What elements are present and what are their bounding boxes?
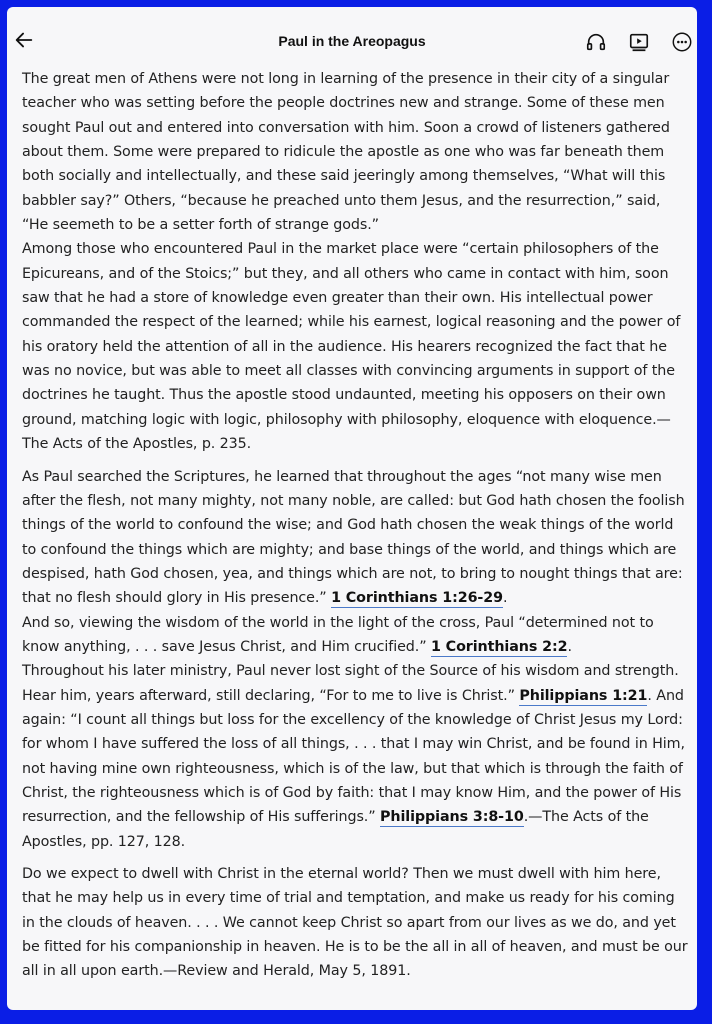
page-title: Paul in the Areopagus: [278, 33, 426, 49]
paragraph: Do we expect to dwell with Christ in the eternal world? Then we must dwell with him here, that he may help us in every time of trial and temptation, and make us ready for his coming in the clouds of heaven. . . . We cannot keep Christ so apart from our lives as we do, and yet be fitted for his companionship in heaven. He is to be the all in all of heaven, and must be our all in all upon earth.—Review and Herald, May 5, 1891.: [22, 866, 688, 980]
reader-window: [7, 7, 697, 1010]
paragraph-text: As Paul searched the Scriptures, he learned that throughout the ages “not many wise men after the flesh, not many mighty, not many noble, are called: but God hath chosen the foolish things of the world to confound the wise; and God hath chosen the weak things of the world to confound the things which are mighty; and base things of the world, and things which are despised, hath God chosen, yea, and things which are not, to bring to nought things that are: that no flesh should glory in His presence.”: [22, 468, 685, 607]
scripture-link[interactable]: Philippians 1:21: [519, 687, 648, 704]
paragraph-text: Throughout his later ministry, Paul never lost sight of the Source of his wisdom and strength. Hear him, years afterward, still declaring, “For to me to live is Christ.”: [22, 663, 679, 704]
paragraph-text: And so, viewing the wisdom of the world in the light of the cross, Paul “determined not to know anything, . . . save Jesus Christ, and Him crucified.”: [22, 614, 654, 655]
article-content: [22, 67, 689, 984]
play-video-icon[interactable]: [628, 31, 650, 53]
paragraph: Among those who encountered Paul in the market place were “certain philosophers of the Epicureans, and of the Stoics;” but they, and all others who came in contact with him, soon saw that he had a store of knowledge even greater than their own. His intellectual power commanded the respect of the learned; while his earnest, logical reasoning and the power of his oratory held the attention of all in the audience. His hearers recognized the fact that he was no novice, but was able to meet all classes with convincing arguments in support of the doctrines he taught. Thus the apostle stood undaunted, meeting his opposers on their own ground, matching logic with logic, philosophy with philosophy, eloquence with eloquence.—The Acts of the Apostles, p. 235.: [22, 241, 681, 453]
headphones-icon[interactable]: [585, 31, 607, 53]
paragraph-text: . And again: “I count all things but loss for the excellency of the knowledge of Christ Jesus my Lord: for whom I have suffered the loss of all things, . . . that I may win Christ, and be found in Him, not having mine own righteousness, which is of the law, but that which is through the faith of Christ, the righteousness which is of God by faith: that I may know Him, and the power of His resurrection, and the fellowship of His sufferings.”: [22, 687, 685, 826]
paragraph: And so, viewing the wisdom of the world in the light of the cross, Paul “determined not to know anything, . . . save Jesus Christ, and Him crucified.” 1 Corinthians 2:2.: [22, 614, 654, 655]
top-bar: [7, 7, 697, 65]
more-horizontal-icon[interactable]: [671, 31, 693, 53]
paragraph: [22, 659, 689, 854]
scripture-link[interactable]: 1 Corinthians 1:26-29: [331, 590, 503, 607]
scripture-link[interactable]: Philippians 3:8-10: [380, 809, 524, 826]
paragraph: The great men of Athens were not long in learning of the presence in their city of a singular teacher who was setting before the people doctrines new and strange. Some of these men sought Paul out and entered into conversation with him. Soon a crowd of listeners gathered about them. Some were prepared to ridicule the apostle as one who was far beneath them both socially and intellectually, and these said jeeringly among themselves, “What will this babbler say?” Others, “because he preached unto them Jesus, and the resurrection,” said, “He seemeth to be a setter forth of strange gods.”: [22, 71, 670, 234]
header-actions: [585, 31, 693, 53]
scripture-link[interactable]: 1 Corinthians 2:2: [430, 638, 568, 655]
paragraph: As Paul searched the Scriptures, he learned that throughout the ages “not many wise men after the flesh, not many mighty, not many noble, are called: but God hath chosen the foolish things of the world to confound the wise; and God hath chosen the weak things of the world to confound the things which are mighty; and base things of the world, and things which are despised, hath God chosen, yea, and things which are not, to bring to nought things that are: that no flesh should glory in His presence.” 1 Corinthians 1:26-29.: [22, 468, 685, 607]
paragraph-text: .—The Acts of the Apostles, pp. 127, 128.: [22, 809, 649, 850]
